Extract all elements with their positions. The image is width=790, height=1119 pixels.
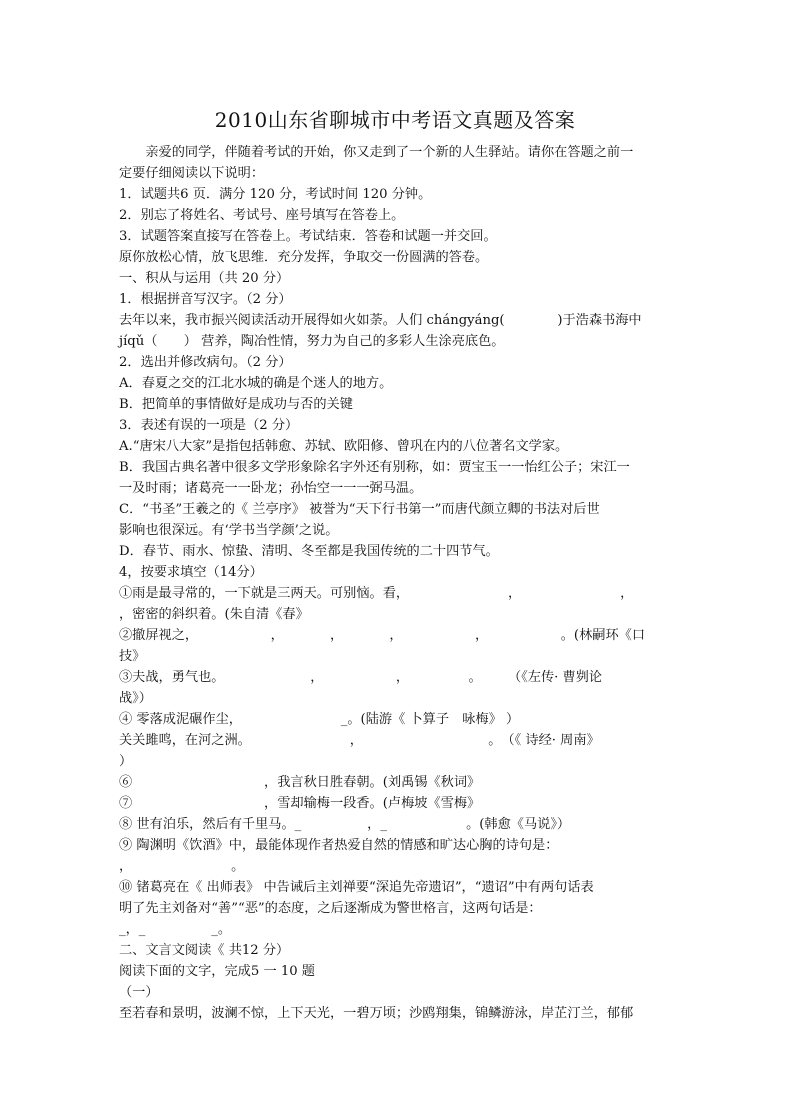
fill-blank-line: ⑩ 锗葛亮在《 出师表》 中告诫后主刘禅要“深追先帝遗诏”，“遗诏”中有两句话表 [119, 880, 594, 895]
body-line: jíqǔ（ ） 营养，陶冶性情，努力为自己的多彩人生涂亮底色。 [119, 334, 505, 349]
option-line: D．春节、雨水、惊蛰、清明、冬至都是我国传统的二十四节气。 [119, 544, 499, 559]
fill-blank-line: 明了先主刘备对“善”“恶”的态度，之后逐渐成为警世格言，这两句话是： [119, 901, 542, 916]
fill-blank-line: 技》 [119, 649, 146, 664]
body-line: 定要仔细阅读以下说明： [119, 166, 265, 181]
fill-blank-line: _，_ _。 [119, 922, 232, 937]
question-line: 1．根据拼音写汉字。（2 分） [119, 292, 292, 307]
fill-blank-line: 关关雎鸣，在河之洲。 ， 。 （《 诗经· 周南》 [119, 733, 600, 748]
fill-blank-line: ①雨是最寻常的，一下就是三两天。可别恼。看， ， ， [119, 586, 634, 601]
fill-blank-line: ③夫战，勇气也。 ， ， 。 （《左传· 曹刿论 [119, 670, 603, 685]
body-line: 亲爱的同学，伴随着考试的开始，你又走到了一个新的人生驿站。请你在答题之前一 [119, 145, 634, 160]
option-line: B．我国古典名著中很多文学形象除名字外还有别称，如：贾宝玉一一怡红公子；宋江一 [119, 460, 630, 475]
body-line: 至若春和景明，波澜不惊，上下天光，一碧万顷；沙鸥翔集，锦鳞游泳，岸芷汀兰，郁郁 [119, 1006, 634, 1021]
body-line: 1．试题共6 页．满分 120 分，考试时间 120 分钟。 [119, 187, 432, 202]
question-line: 2．选出并修改病句。（2 分） [119, 355, 292, 370]
body-line: （一） [119, 985, 159, 1000]
question-line: 3．表述有误的一项是（2 分） [119, 418, 299, 433]
fill-blank-line: ， 。 [119, 859, 245, 874]
section-heading: 一、积从与运用（共 20 分） [119, 271, 290, 286]
fill-blank-line: ②撤屏视之， ， ， ， ， 。(林嗣环《口 [119, 628, 646, 643]
fill-blank-line: ④ 零落成泥碾作尘， _。(陆游《 卜算子 咏梅》 ） [119, 712, 520, 727]
document-title: 2010山东省聊城市中考语文真题及答案 [214, 108, 576, 132]
body-line: 2．别忘了将姓名、考试号、座号填写在答卷上。 [119, 208, 405, 223]
fill-blank-line: ） [119, 754, 133, 769]
fill-blank-line: ⑧ 世有泊乐，然后有千里马。_ ，_ 。(韩愈《马说》） [119, 817, 571, 832]
section-heading: 二、文言文阅读《 共12 分） [119, 943, 290, 958]
body-line: 阅读下面的文字，完成5 一 10 题 [119, 964, 315, 979]
fill-blank-line: ⑦ ，雪却输梅一段香。(卢梅坡《雪梅》 [119, 796, 481, 811]
question-line: 4，按要求填空（14分） [119, 565, 263, 580]
option-line: B．把简单的事情做好是成功与否的关键 [119, 397, 353, 412]
fill-blank-line: 战》） [119, 691, 152, 706]
option-line: 一及时雨；诸葛亮一一卧龙；孙怡空一一一弼马温。 [119, 481, 423, 496]
body-line: 原你放松心情，放飞思维．充分发挥，争取交一份圆满的答卷。 [119, 250, 489, 265]
option-line: A．春夏之交的江北水城的确是个迷人的地方。 [119, 376, 393, 391]
fill-blank-line: ⑥ ，我言秋日胜春朝。(刘禹锡《秋词》 [119, 775, 481, 790]
option-line: A.“唐宋八大家”是指包括韩愈、苏轼、欧阳修、曾巩在内的八位著名文学家。 [119, 439, 569, 454]
option-line: 影响也很深远。有‘学书当学颜’之说。 [119, 523, 339, 538]
body-line: 3．试题答案直接写在答卷上。考试结束．答卷和试题一并交回。 [119, 229, 497, 244]
fill-blank-line: ，密密的斜织着。(朱自清《春》 [119, 607, 309, 622]
fill-blank-line: ⑨ 陶渊明《饮酒》中，最能体现作者热爱自然的情感和旷达心胸的诗句是： [119, 838, 559, 853]
option-line: C．“书圣”王羲之的《 兰亭序》 被誉为“天下行书第一”而唐代颜立卿的书法对后世 [119, 502, 600, 517]
body-line: 去年以来，我市振兴阅读活动开展得如火如荼。人们 chángyáng( )于浩森书海中 [119, 313, 642, 328]
